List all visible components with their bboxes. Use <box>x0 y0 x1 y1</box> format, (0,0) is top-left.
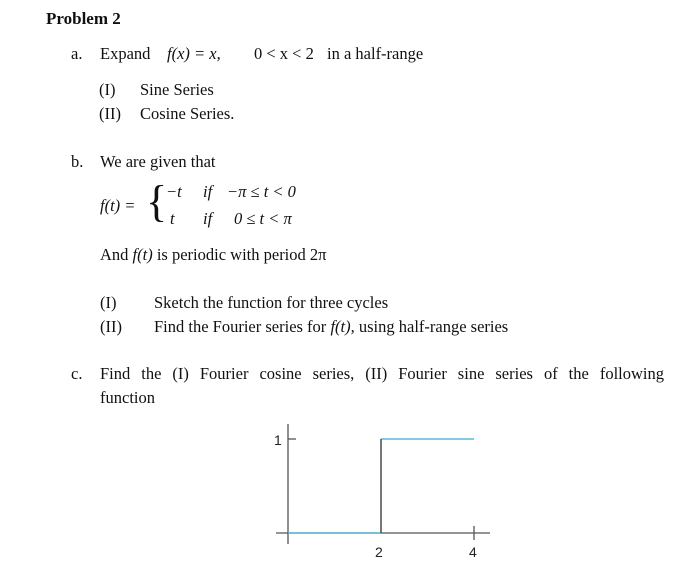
periodic-prefix: And <box>100 245 129 264</box>
periodic-function: f(t) <box>132 245 153 264</box>
part-b-item-2-num: (II) <box>100 317 122 336</box>
part-a-domain: 0 < x < 2 <box>254 44 314 63</box>
part-b-item-1-num: (I) <box>100 293 117 312</box>
part-b-item-1-text: Sketch the function for three cycles <box>154 293 389 312</box>
case-1-if: if <box>203 182 213 201</box>
case-2-expr: t <box>170 209 175 228</box>
case-1-cond: −π ≤ t < 0 <box>227 182 296 201</box>
part-b-item-2-text <box>154 317 508 337</box>
case-2-cond: 0 ≤ t < π <box>234 209 292 228</box>
part-a-item-2-text: Cosine Series. <box>140 104 235 123</box>
part-c-line-1: Find the (I) Fourier cosine series, (II) Fourier sine series of the following <box>100 364 664 383</box>
part-a-item-1-text: Sine Series <box>140 80 214 99</box>
part-a-label: a. <box>71 44 83 63</box>
part-b-item-2-suffix: using half-range series <box>358 317 509 336</box>
part-b-item-2-prefix: Find the Fourier series for <box>154 317 327 336</box>
part-b-label: b. <box>71 152 84 171</box>
x-tick-label-2: 2 <box>375 544 383 560</box>
step-function-graph <box>258 420 498 564</box>
piecewise-lhs: f(t) = <box>100 196 136 215</box>
case-1-expr: −t <box>166 182 182 201</box>
y-tick-label-1: 1 <box>274 432 282 448</box>
part-a-range-text: in a half-range <box>327 44 424 63</box>
part-b-intro: We are given that <box>100 152 216 171</box>
part-a-item-1-num: (I) <box>99 80 116 99</box>
periodic-suffix: is periodic with period 2π <box>156 245 327 264</box>
part-a-function: f(x) = x, <box>167 44 221 63</box>
part-b-item-2-fn: f(t), <box>330 317 355 336</box>
part-a-expand: Expand <box>100 44 151 63</box>
x-tick-label-4: 4 <box>469 544 477 560</box>
part-a-item-2-num: (II) <box>99 104 121 123</box>
piecewise-brace: { <box>146 177 168 226</box>
problem-title: Problem 2 <box>46 9 121 28</box>
part-c-line-2: function <box>100 388 155 407</box>
case-2-if: if <box>203 209 213 228</box>
part-c-label: c. <box>71 364 83 383</box>
periodic-statement <box>100 245 326 265</box>
